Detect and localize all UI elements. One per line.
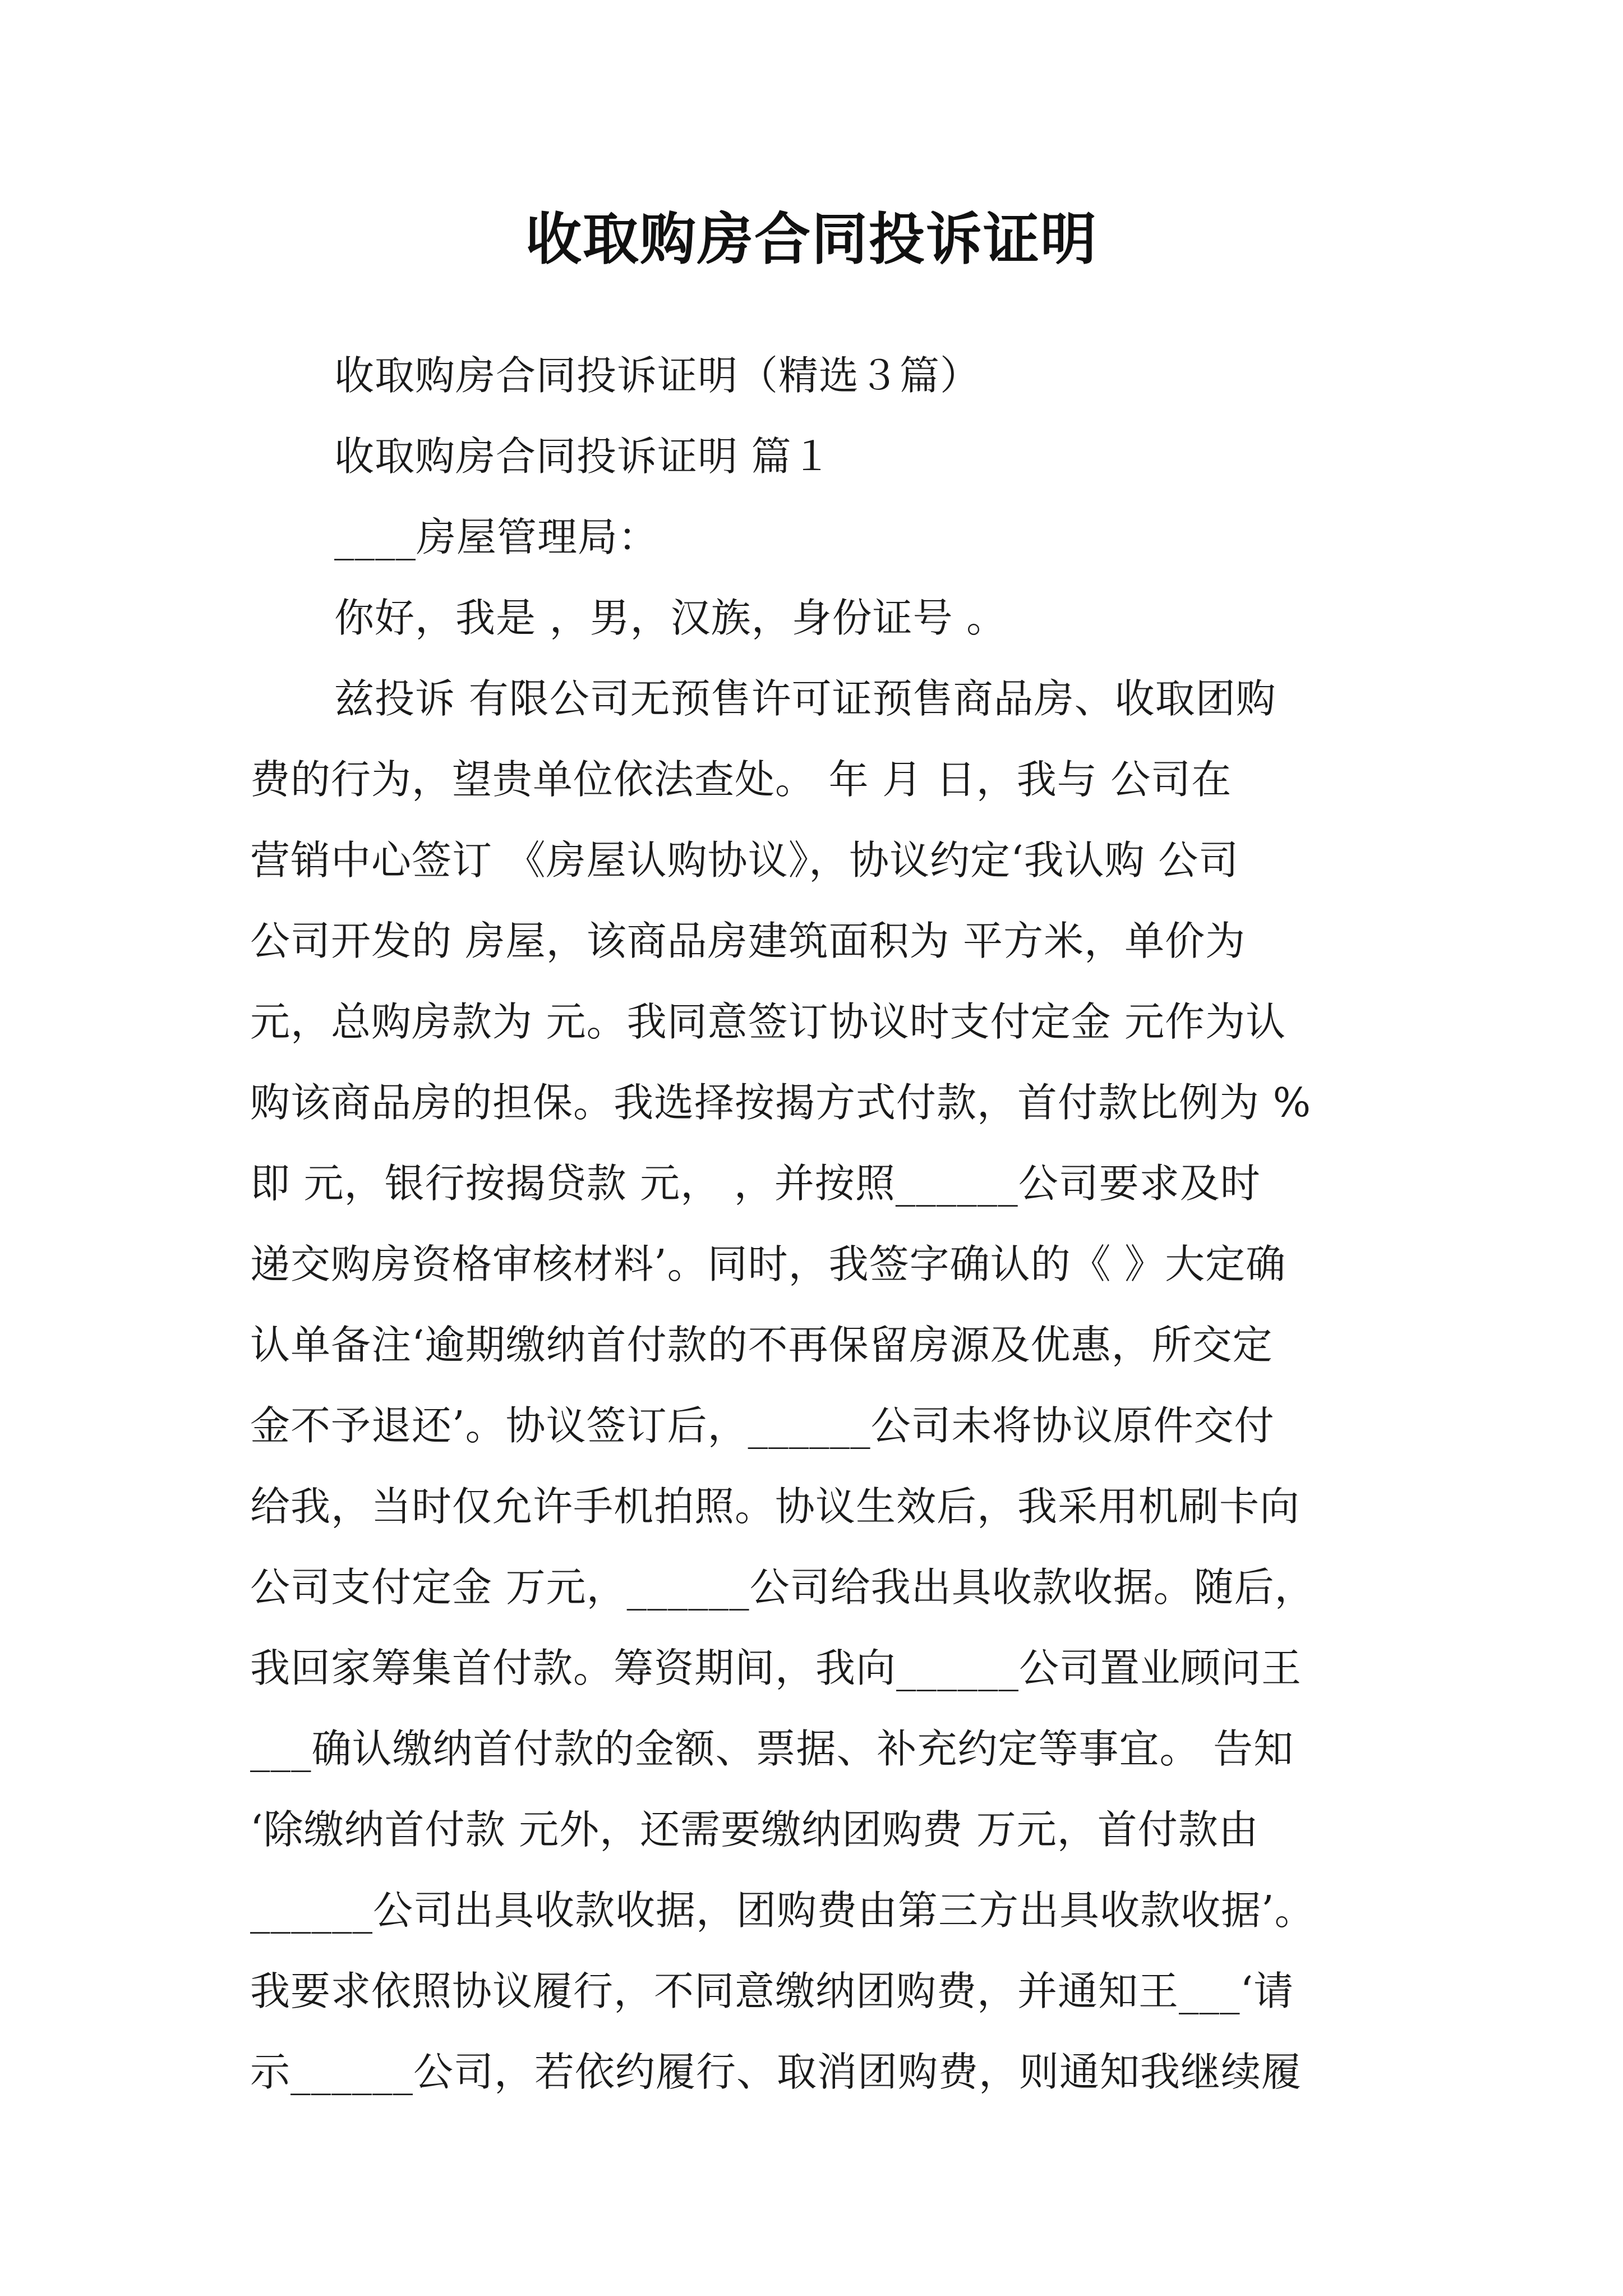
body-line: 公司开发的 房屋，该商品房建筑面积为 平方米，单价为 — [250, 918, 1246, 964]
body-line: 给我，当时仅允许手机拍照。协议生效后，我采用机刷卡向 — [250, 1483, 1301, 1530]
body-line: 费的行为，望贵单位依法查处。 年 月 日，我与 公司在 — [250, 756, 1232, 803]
document-title: 收取购房合同投诉证明 — [525, 206, 1098, 272]
body-line: ______公司出具收款收据，团购费由第三方出具收款收据’。 — [250, 1887, 1315, 1934]
body-line: 营销中心签订 《房屋认购协议》，协议约定‘我认购 公司 — [250, 837, 1239, 884]
body-line: 收取购房合同投诉证明（精选３篇） — [334, 352, 981, 399]
body-line: 你好，我是 ，男，汉族，身份证号 。 — [334, 595, 1007, 641]
body-line: 元，总购房款为 元。我同意签订协议时支付定金 元作为认 — [250, 999, 1287, 1045]
body-line: 示______公司，若依约履行、取消团购费，则通知我继续履 — [250, 2049, 1302, 2095]
body-line: 即 元，银行按揭贷款 元， ，并按照______公司要求及时 — [250, 1160, 1261, 1207]
body-line: 我要求依照协议履行，不同意缴纳团购费，并通知王___‘请 — [250, 1968, 1294, 2014]
body-line: 认单备注‘逾期缴纳首付款的不再保留房源及优惠，所交定 — [250, 1322, 1273, 1368]
body-line: 金不予退还’。协议签订后，______公司未将协议原件交付 — [250, 1402, 1275, 1449]
body-line: 兹投诉 有限公司无预售许可证预售商品房、收取团购 — [334, 675, 1276, 722]
body-line: ____房屋管理局： — [334, 514, 659, 560]
body-line: ‘除缴纳首付款 元外，还需要缴纳团购费 万元，首付款由 — [250, 1806, 1259, 1853]
body-line: 我回家筹集首付款。筹资期间，我向______公司置业顾问王 — [250, 1645, 1302, 1691]
document-body — [250, 335, 1377, 2113]
body-line: 购该商品房的担保。我选择按揭方式付款，首付款比例为 % — [250, 1079, 1312, 1126]
body-line: 收取购房合同投诉证明 篇１ — [334, 433, 832, 480]
body-line: 公司支付定金 万元，______公司给我出具收款收据。随后， — [250, 1564, 1315, 1611]
body-line: 递交购房资格审核材料’。同时，我签字确认的《 》大定确 — [250, 1241, 1287, 1287]
body-line: ___确认缴纳首付款的金额、票据、补充约定等事宜。 告知 — [250, 1726, 1294, 1772]
